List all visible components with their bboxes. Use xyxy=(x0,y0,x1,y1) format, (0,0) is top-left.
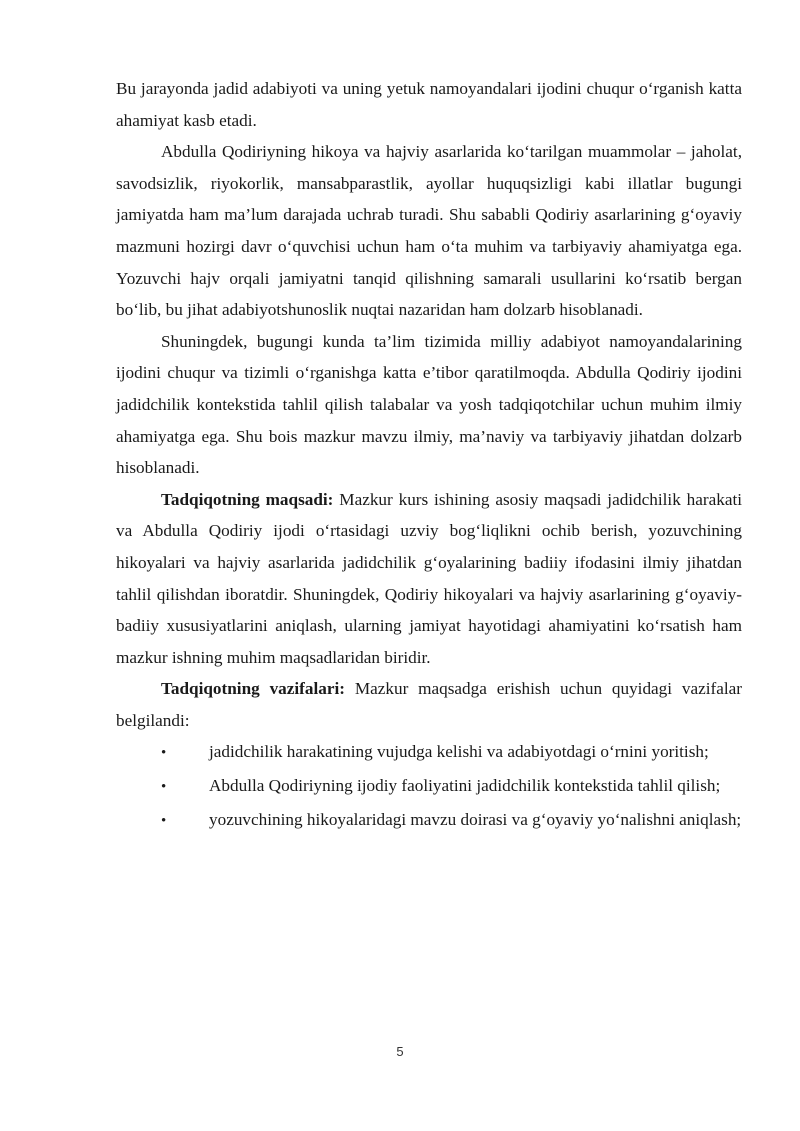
bullet-icon: • xyxy=(161,812,167,829)
research-goal-text: Mazkur kurs ishining asosiy maqsadi jadidchilik harakati va Abdulla Qodiriy ijodi o‘rtasidagi uzviy bog‘liqlikni ochib berish, yozuvchining hikoyalari va hajviy asarlarida jadidchilik g‘oyalarining badiiy ifodasini ilmiy jihatdan tahlil qilishdan iboratdir. Shuningdek, Qodiriy hikoyalari va hajviy asarlarining g‘oyaviy-badiiy xususiyatlarini aniqlash, ularning jamiyat hayotidagi ahamiyatini ko‘rsatish ham mazkur ishning muhim maqsadlaridan biridir. xyxy=(116,489,743,667)
paragraph-research-goal xyxy=(116,484,742,674)
list-item xyxy=(116,770,742,804)
paragraph-education-relevance: Shuningdek, bugungi kunda ta’lim tizimida milliy adabiyot namoyandalarining ijodini chuqur va tizimli o‘rganishga katta e’tibor qaratilmoqda. Abdulla Qodiriy ijodini jadidchilik kontekstida tahlil qilish talabalar va yosh tadqiqotchilar uchun muhim ilmiy ahamiyatga ega. Shu bois mazkur mavzu ilmiy, ma’naviy va tarbiyaviy jihatdan dolzarb hisoblanadi. xyxy=(116,331,742,478)
list-item-text: jadidchilik harakatining vujudga kelishi va adabiyotdagi o‘rnini yoritish; xyxy=(209,742,709,762)
paragraph-research-tasks xyxy=(116,673,742,736)
paragraph-qodiriy-satire: Abdulla Qodiriyning hikoya va hajviy asarlarida ko‘tarilgan muammolar – jaholat, savodsizlik, riyokorlik, mansabparastlik, ayollar huquqsizligi kabi illatlar bugungi jamiyatda ham ma’lum darajada uchrab turadi. Shu sababli Qodiriy asarlarining g‘oyaviy mazmuni hozirgi davr o‘quvchisi uchun ham o‘ta muhim va tarbiyaviy ahamiyatga ega. Yozuvchi hajv orqali jamiyatni tanqid qilishning samarali usullarini ko‘rsatib bergan bo‘lib, bu jihat adabiyotshunoslik nuqtai nazaridan ham dolzarb hisoblanadi. xyxy=(116,142,742,320)
research-goal-heading: Tadqiqotning maqsadi: xyxy=(161,489,334,509)
research-tasks-text: Mazkur maqsadga erishish uchun quyidagi vazifalar belgilandi: xyxy=(116,679,743,730)
paragraph-intro: Bu jarayonda jadid adabiyoti va uning yetuk namoyandalari ijodini chuqur o‘rganish katta ahamiyat kasb etadi. xyxy=(116,79,742,130)
research-tasks-heading: Tadqiqotning vazifalari: xyxy=(161,679,345,699)
bullet-icon: • xyxy=(161,745,167,762)
list-item xyxy=(116,736,742,770)
list-item-text: Abdulla Qodiriyning ijodiy faoliyatini jadidchilik kontekstida tahlil qilish; xyxy=(209,776,721,796)
list-item xyxy=(116,804,742,838)
bullet-icon: • xyxy=(161,779,167,796)
list-item-text: yozuvchining hikoyalaridagi mavzu doirasi va g‘oyaviy yo‘nalishni aniqlash; xyxy=(209,809,742,829)
document-page xyxy=(116,73,742,837)
page-number: 5 xyxy=(396,1044,404,1059)
